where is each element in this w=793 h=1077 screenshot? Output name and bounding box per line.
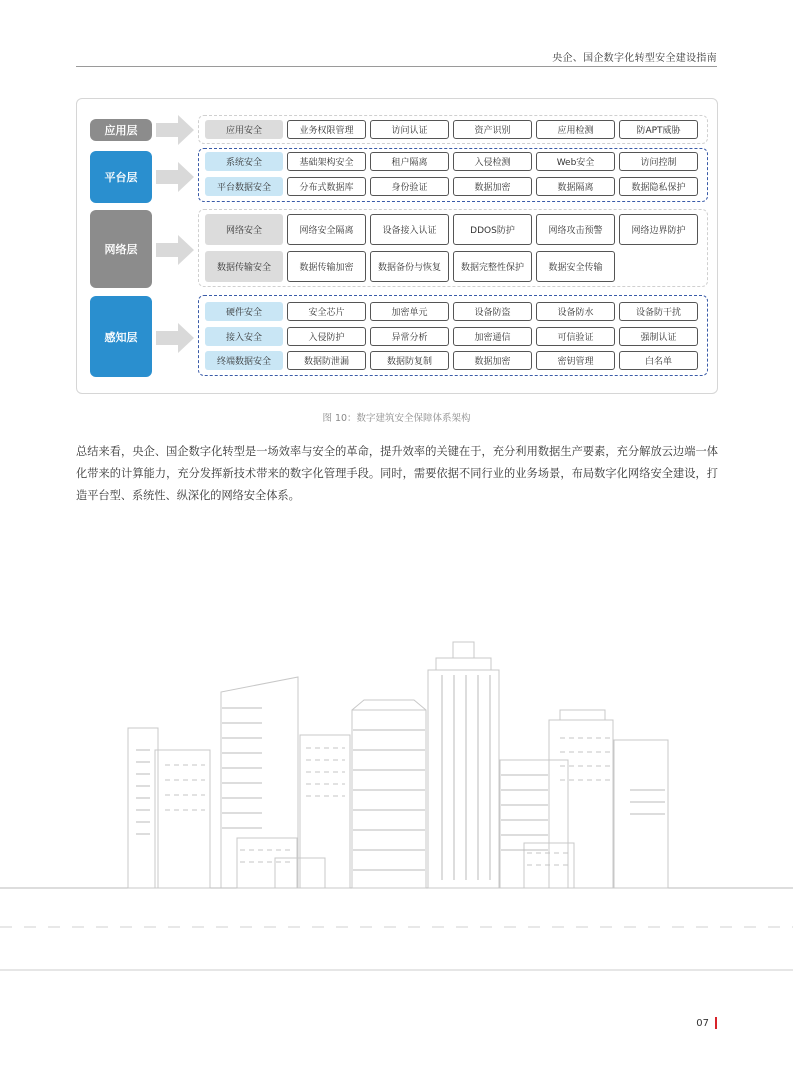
header-divider (76, 66, 717, 67)
item-cell: 网络攻击预警 (536, 214, 615, 245)
item-cell: 访问认证 (370, 120, 449, 139)
item-cell: 分布式数据库 (287, 177, 366, 196)
item-cell: 异常分析 (370, 327, 449, 346)
item-cell: 数据加密 (453, 351, 532, 370)
item-cell: 应用检测 (536, 120, 615, 139)
item-cell: 数据备份与恢复 (370, 251, 449, 282)
item-cell: 入侵检测 (453, 152, 532, 171)
item-cell: 可信验证 (536, 327, 615, 346)
item-cell: 白名单 (619, 351, 698, 370)
item-cell: 强制认证 (619, 327, 698, 346)
item-cell: 基础架构安全 (287, 152, 366, 171)
item-cell: 数据安全传输 (536, 251, 615, 282)
architecture-diagram (76, 98, 718, 394)
item-cell: 设备防水 (536, 302, 615, 321)
item-cell: Web安全 (536, 152, 615, 171)
item-cell: 网络边界防护 (619, 214, 698, 245)
arrow-right-icon (156, 115, 194, 145)
arrow-right-icon (156, 323, 194, 353)
item-cell: 设备接入认证 (370, 214, 449, 245)
item-cell: 加密通信 (453, 327, 532, 346)
item-cell: 数据加密 (453, 177, 532, 196)
item-cell: DDOS防护 (453, 214, 532, 245)
item-cell: 数据传输加密 (287, 251, 366, 282)
category-cell: 网络安全 (205, 214, 283, 245)
city-skyline-illustration (0, 630, 793, 980)
item-cell: 设备防干扰 (619, 302, 698, 321)
category-cell: 接入安全 (205, 327, 283, 346)
item-cell: 数据防复制 (370, 351, 449, 370)
item-cell: 安全芯片 (287, 302, 366, 321)
item-cell: 密钥管理 (536, 351, 615, 370)
category-cell: 应用安全 (205, 120, 283, 139)
item-cell: 网络安全隔离 (287, 214, 366, 245)
item-cell: 访问控制 (619, 152, 698, 171)
figure-caption: 图 10：数字建筑安全保障体系架构 (322, 413, 471, 424)
category-cell: 平台数据安全 (205, 177, 283, 196)
layer-network: 网络层 (90, 210, 152, 288)
arrow-right-icon (156, 235, 194, 265)
network-group (198, 209, 708, 287)
arrow-right-icon (156, 162, 194, 192)
item-cell: 设备防盗 (453, 302, 532, 321)
item-cell: 数据隔离 (536, 177, 615, 196)
item-cell: 数据完整性保护 (453, 251, 532, 282)
item-cell: 租户隔离 (370, 152, 449, 171)
item-cell: 入侵防护 (287, 327, 366, 346)
application-group (198, 115, 708, 144)
item-cell: 加密单元 (370, 302, 449, 321)
layer-platform: 平台层 (90, 151, 152, 203)
page-number: 07 (696, 1018, 709, 1029)
item-cell: 数据防泄漏 (287, 351, 366, 370)
item-cell: 业务权限管理 (287, 120, 366, 139)
item-cell: 防APT威胁 (619, 120, 698, 139)
item-cell: 数据隐私保护 (619, 177, 698, 196)
body-paragraph: 总结来看，央企、国企数字化转型是一场效率与安全的革命，提升效率的关键在于，充分利用数据生产要素，充分解放云边端一体化带来的计算能力，充分发挥新技术带来的数字化管理手段。同时，需要依据不同行业的业务场景，布局数字化网络安全建设，打造平台型、系统性、纵深化的网络安全体系。 (76, 445, 718, 502)
category-cell: 硬件安全 (205, 302, 283, 321)
perception-group (198, 295, 708, 376)
page-marker-bar (715, 1017, 717, 1029)
platform-group (198, 148, 708, 202)
layer-perception: 感知层 (90, 296, 152, 377)
category-cell: 数据传输安全 (205, 251, 283, 282)
category-cell: 终端数据安全 (205, 351, 283, 370)
item-cell: 资产识别 (453, 120, 532, 139)
layer-application: 应用层 (90, 119, 152, 141)
header-title: 央企、国企数字化转型安全建设指南 (552, 53, 717, 64)
category-cell: 系统安全 (205, 152, 283, 171)
item-cell: 身份验证 (370, 177, 449, 196)
